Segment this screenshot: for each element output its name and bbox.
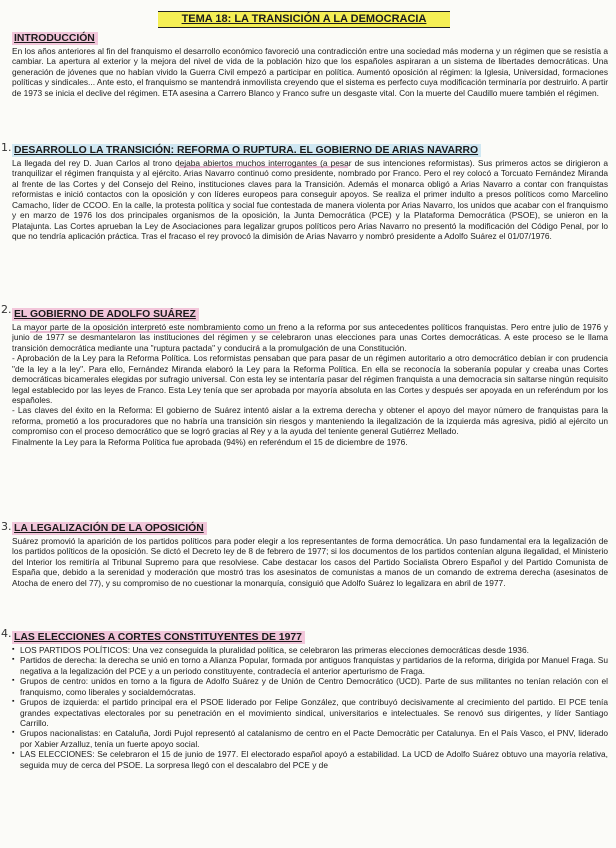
claves-exito-paragraph: - Las claves del éxito en la Reforma: El gobierno de Suárez intentó aislar a la extrema derecha y obtener el apoyo del mayor número de franquistas para la reforma, prometió a los procuradores que no habría una transición sin riesgos y manteniendo la ilegalización de la izquierda más agresiva, pidió al ejército un compromiso con el proceso democrático que se logró gracias al Rey y a la ayuda del teniente general Gutiérrez Mellado. bbox=[12, 405, 608, 437]
section-elecciones bbox=[12, 627, 608, 848]
list-item: ▪ Grupos nacionalistas: en Cataluña, Jordi Pujol representó al catalanismo de centro en el Pacte Democràtic per Catalunya. En el País Vasco, el PNV, liderado por Xabier Arzalluz, tenía un fuerte apoyo social. bbox=[12, 728, 608, 749]
section-body: En los años anteriores al fin del franquismo el desarrollo económico favoreció una contradicción entre una sociedad más moderna y un régimen que se resistía a cambiar. La apertura al exterior y la mejora del nivel de vida de la población hizo que los españoles aspiraran a un sistema de libertades democráticas. Una generación de jóvenes que no habían vivido la Guerra Civil empezó a participar en política. Aumentó oposición al régimen: la Iglesia, Universidad, formaciones políticas y sindicales... Ante esto, el franquismo se mantendrá inmovilista creyendo que el sistema es perfecto cuya modificación terminaría por destruirlo. A partir de 1973 se inicia el declive del régimen. ETA asesina a Carrero Blanco y Franco sufre un desgaste vital. Con la muerte del Caudillo muere también el régimen. bbox=[12, 46, 608, 98]
list-item: ▪ Partidos de derecha: la derecha se unió en torno a Alianza Popular, formada por antiguos franquistas y partidarios de la reforma, dirigida por Manuel Fraga. Su negativa a la legalización del PCE y a un periodo constituyente, contradecía el anterior aperturismo de Fraga. bbox=[12, 655, 608, 676]
section-body: Suárez promovió la aparición de los partidos políticos para poder elegir a los representantes de forma democrática. Un paso fundamental era la legalización de los partidos políticos de la oposición. Se dictó el Decreto ley de 8 de febrero de 1977; si los documentos de los partidos contenían alguna ilegalidad, el Ministerio del Interior los remitiría al Tribunal Supremo para que resolviese. Cabe destacar los casos del Partido Socialista Obrero Español y del Partido Comunista de España que, debido a la serenidad y moderación que mostró tras los asesinatos de comunistas a manos de un comando de extrema derecha (asesinatos de Atocha de enero del 77), y su compromiso de no cuestionar la monarquía, consiguió que Adolfo Suárez lo legalizara en abril de 1977. bbox=[12, 536, 608, 588]
page-title: TEMA 18: LA TRANSICIÓN A LA DEMOCRACIA bbox=[158, 11, 450, 28]
list-item: ▪ LOS PARTIDOS POLÍTICOS: Una vez conseguida la pluralidad política, se celebraron las primeras elecciones democráticas desde 1936. bbox=[12, 645, 608, 655]
section-heading: INTRODUCCIÓN bbox=[12, 32, 98, 45]
section-heading: LAS ELECCIONES A CORTES CONSTITUYENTES DE 1977 bbox=[12, 631, 305, 644]
list-item: ▪ Grupos de izquierda: el partido principal era el PSOE liderado por Felipe González, que contribuyó decisivamente al crecimiento del partido. El PCE tenía grandes expectativas electorales por su penetración en el movimiento sindical, universitarios e intelectuales. Se renovó sus dirigentes, y líder Santiago Carrillo. bbox=[12, 697, 608, 728]
margin-mark: 2. bbox=[1, 303, 12, 316]
reforma-politica-paragraph: - Aprobación de la Ley para la Reforma Política. Los reformistas pensaban que para pasar de un régimen autoritario a otro democrático debían ir con prudencia "de la ley a la ley". Para ello, Fernández Miranda elaboró la Ley para la Reforma Política. En ella se reconocía la soberanía popular y creaba unas Cortes democráticas bicamerales elegidas por sufragio universal. Con esta ley se intentaría pasar del régimen franquista a una democracia sin saltarse ningún requisito legal establecido por las leyes de Franco. Esta Ley tenía que ser aprobada por mayoría absoluta en las Cortes y después ser apoyada en un referéndum por los españoles. bbox=[12, 353, 608, 405]
margin-mark: 1. bbox=[1, 141, 12, 154]
elecciones-list bbox=[12, 645, 608, 770]
section-introduccion bbox=[12, 28, 608, 138]
list-item: ▪ LAS ELECCIONES: Se celebraron el 15 de junio de 1977. El electorado español apoyó a estabilidad. La UCD de Adolfo Suárez obtuvo una mayoría relativa, seguida muy de cerca del PSOE. La sorpresa llegó con el descalabro del PCE y de bbox=[12, 749, 608, 770]
section-gobierno-suarez bbox=[12, 304, 608, 518]
section-body: La llegada del rey D. Juan Carlos al trono dejaba abiertos muchos interrogantes (a pesar de sus intenciones reformistas). Sus primeros actos se dirigieron a tranquilizar el régimen franquista y al ejército. Arias Navarro continuó como presidente, nombrado por Franco. Pero el rey colocó a Torcuato Fernández Miranda al frente de las Cortes y del Consejo del Reino, instituciones claves para la Transición. Además el monarca obligó a Arias Navarro a contar con franquistas reformistas e inició contactos con la oposición y con líderes europeos para conseguir apoyos. Se realiza el primer indulto a presos políticos como Marcelino Camacho, líder de CCOO. En la calle, la protesta política y social fue contestada de manera violenta por Arias Navarro, los unidos que acabar con el franquismo y en marzo de 1976 los dos principales organismos de la oposición, la Junta Democrática (PCE) y la Plataforma Democrática (PSOE), se unieron en la Platajunta. Las Cortes aprueban la Ley de Asociaciones para legalizar grupos políticos pero Arias Navarro no presentó la modificación del Código Penal, por lo que no tendría aplicación práctica. Tras el fracaso el rey provocó la dimisión de Arias Navarro y nombró presidente a Adolfo Suárez el 01/07/1976. bbox=[12, 158, 608, 241]
section-body bbox=[12, 322, 608, 447]
section-legalizacion bbox=[12, 518, 608, 626]
section-intro: La mayor parte de la oposición interpretó este nombramiento como un freno a la reforma por sus antecedentes políticos franquistas. Pero entre julio de 1976 y junio de 1977 se desmantelaron las instituciones del régimen y se celebraron unas elecciones para unas Cortes democráticas. A este proceso se le llama transición democrática mediante una "ruptura pactada" y conducirá a la promulgación de una Constitución. bbox=[12, 322, 608, 353]
section-heading: DESARROLLO LA TRANSICIÓN: REFORMA O RUPTURA. EL GOBIERNO DE ARIAS NAVARRO bbox=[12, 144, 481, 157]
margin-mark: 3. bbox=[1, 520, 12, 533]
section-heading: EL GOBIERNO DE ADOLFO SUÁREZ bbox=[12, 308, 199, 321]
closing-paragraph: Finalmente la Ley para la Reforma Política fue aprobada (94%) en referéndum el 15 de diciembre de 1976. bbox=[12, 436, 408, 447]
section-heading: LA LEGALIZACIÓN DE LA OPOSICIÓN bbox=[12, 522, 207, 535]
list-item: ▪ Grupos de centro: unidos en torno a la figura de Adolfo Suárez y de Unión de Centro Democrático (UCD). Parte de sus militantes no tenían relación con el franquismo, como liberales y socialdemócratas. bbox=[12, 676, 608, 697]
section-desarrollo bbox=[12, 140, 608, 304]
margin-mark: 4. bbox=[1, 627, 12, 640]
